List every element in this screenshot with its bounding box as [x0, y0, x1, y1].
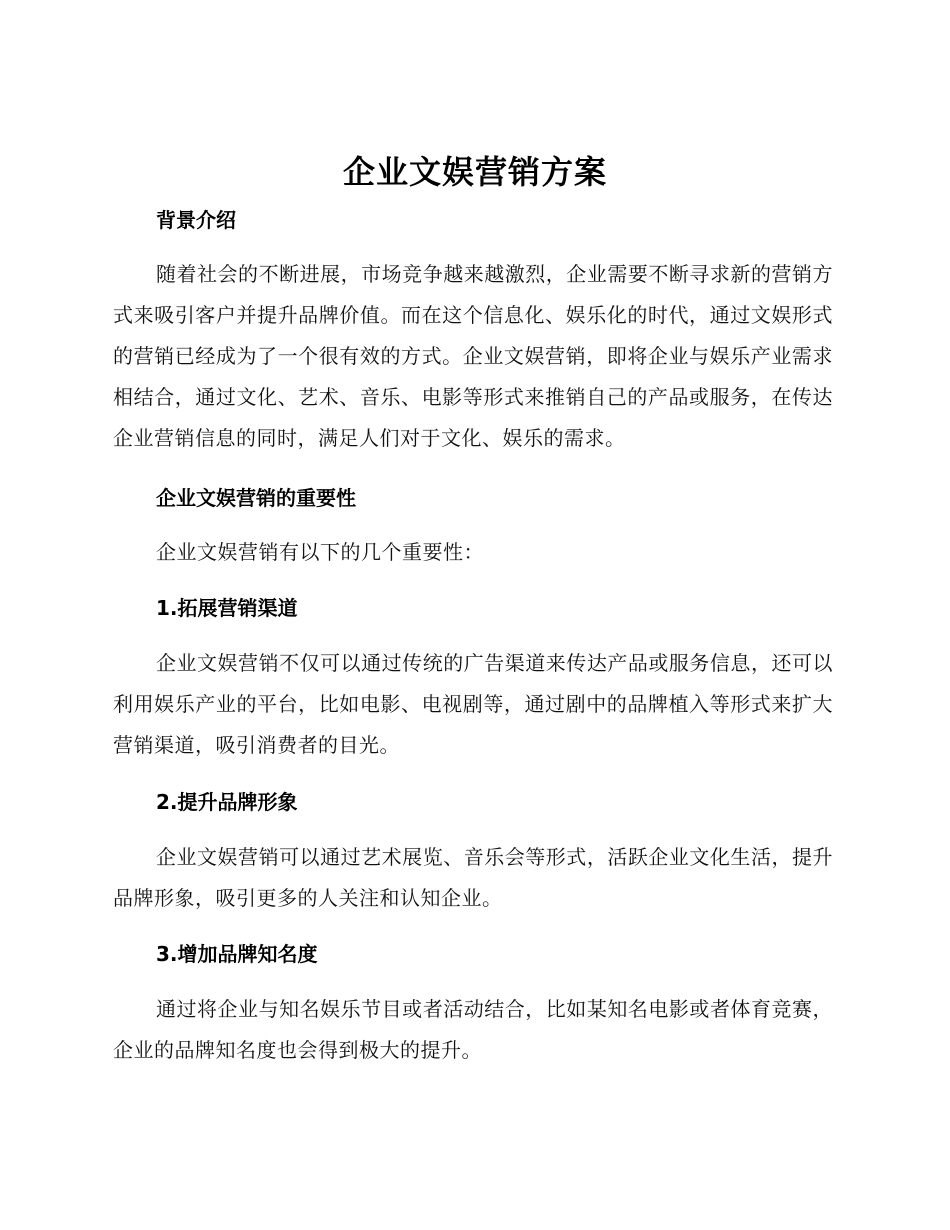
section-brand-image — [113, 787, 833, 817]
section-heading-importance: 企业文娱营销的重要性 — [156, 486, 356, 510]
section-brand-image-body — [113, 837, 833, 919]
paragraph-awareness: 通过将企业与知名娱乐节目或者活动结合，比如某知名电影或者体育竞赛，企业的品牌知名度也会得到极大的提升。 — [113, 997, 833, 1062]
section-background-body — [113, 254, 833, 459]
document-title: 企业文娱营销方案 — [342, 153, 607, 191]
paragraph-brand-image: 企业文娱营销可以通过艺术展览、音乐会等形式，活跃企业文化生活，提升品牌形象，吸引更多的人关注和认知企业。 — [113, 845, 833, 910]
section-channels — [113, 593, 833, 623]
section-heading-channels: 1.拓展营销渠道 — [156, 596, 298, 620]
section-heading-awareness: 3.增加品牌知名度 — [156, 942, 318, 966]
section-heading-background: 背景介绍 — [156, 208, 236, 232]
section-background — [113, 205, 833, 235]
section-heading-brand-image: 2.提升品牌形象 — [156, 790, 298, 814]
section-importance — [113, 483, 833, 513]
section-importance-body — [113, 532, 833, 573]
section-awareness-body — [113, 989, 833, 1071]
paragraph-importance: 企业文娱营销有以下的几个重要性： — [156, 540, 484, 564]
paragraph-channels: 企业文娱营销不仅可以通过传统的广告渠道来传达产品或服务信息，还可以利用娱乐产业的平台，比如电影、电视剧等，通过剧中的品牌植入等形式来扩大营销渠道，吸引消费者的目光。 — [113, 651, 833, 757]
section-awareness — [113, 939, 833, 969]
paragraph-background: 随着社会的不断进展，市场竞争越来越激烈，企业需要不断寻求新的营销方式来吸引客户并提升品牌价值。而在这个信息化、娱乐化的时代，通过文娱形式的营销已经成为了一个很有效的方式。企业文娱营销，即将企业与娱乐产业需求相结合，通过文化、艺术、音乐、电影等形式来推销自己的产品或服务，在传达企业营销信息的同时，满足人们对于文化、娱乐的需求。 — [113, 262, 833, 450]
section-channels-body — [113, 643, 833, 766]
